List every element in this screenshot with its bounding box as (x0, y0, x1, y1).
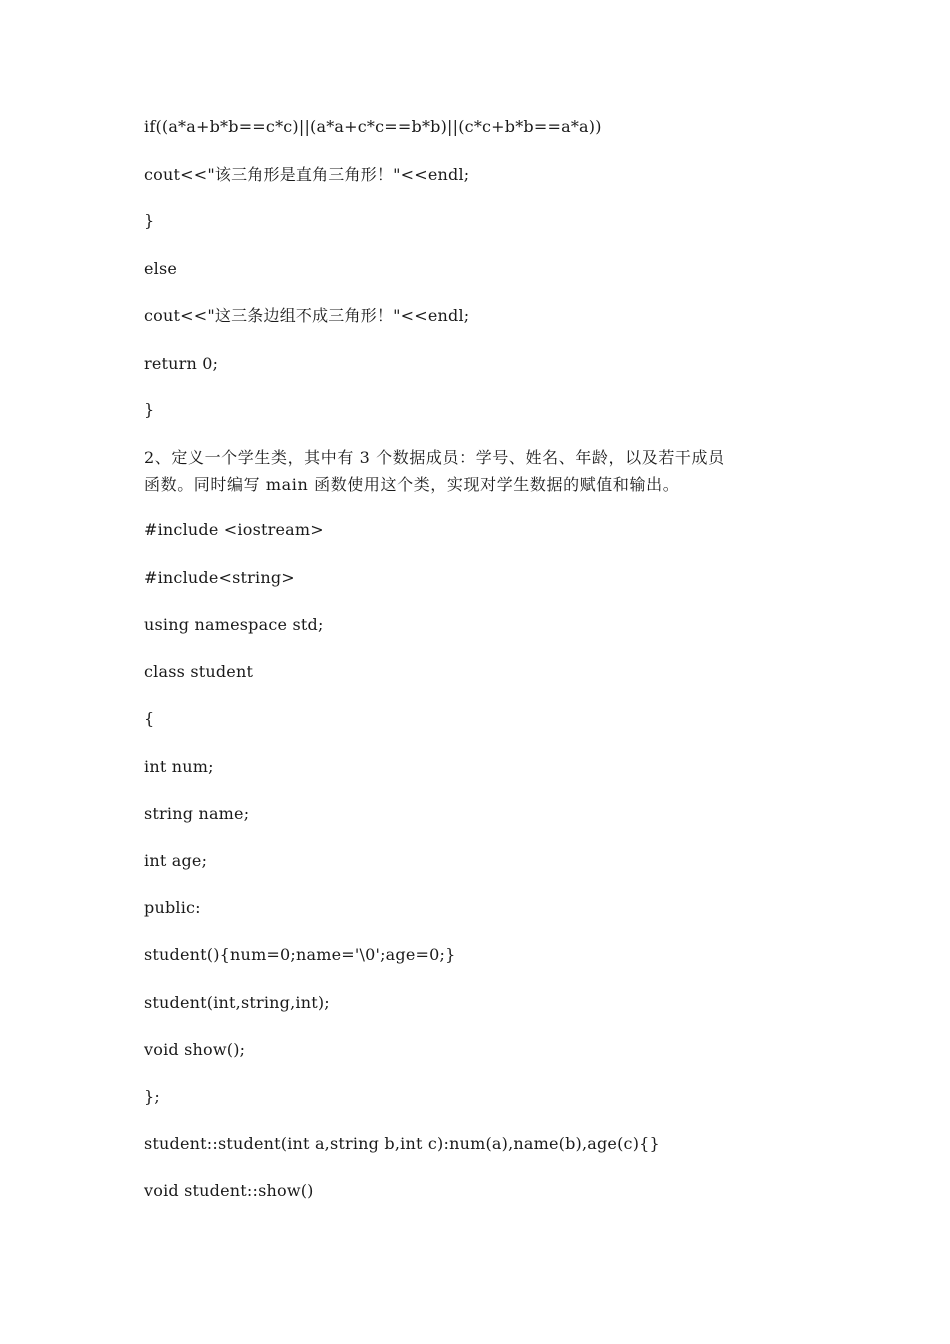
code-line: }; (144, 1087, 160, 1106)
code-line: class student (144, 662, 254, 681)
code-line: cout<<"这三条边组不成三角形！"<<endl; (144, 306, 470, 325)
code-line: #include<string> (144, 568, 295, 587)
code-line: } (144, 400, 155, 419)
code-line: { (144, 709, 155, 728)
code-line: student(){num=0;name='\0';age=0;} (144, 945, 456, 964)
code-line: else (144, 259, 178, 278)
code-line: student::student(int a,string b,int c):num(a),name(b),age(c){} (144, 1134, 660, 1153)
code-line: void student::show() (144, 1181, 314, 1200)
question-paragraph (144, 444, 814, 498)
code-line: int age; (144, 851, 208, 870)
code-line: void show(); (144, 1040, 246, 1059)
question-line-2: 函数。同时编写 main 函数使用这个类，实现对学生数据的赋值和输出。 (144, 475, 680, 494)
code-line: string name; (144, 804, 250, 823)
code-line: int num; (144, 757, 214, 776)
code-line: public: (144, 898, 201, 917)
code-line: cout<<"该三角形是直角三角形！"<<endl; (144, 165, 470, 184)
code-line: student(int,string,int); (144, 993, 330, 1012)
code-line: using namespace std; (144, 615, 324, 634)
code-line: return 0; (144, 354, 219, 373)
code-line: } (144, 211, 155, 230)
code-line: #include <iostream> (144, 520, 324, 539)
question-line-1: 2、定义一个学生类，其中有 3 个数据成员：学号、姓名、年龄，以及若干成员 (144, 448, 725, 467)
code-line: if((a*a+b*b==c*c)||(a*a+c*c==b*b)||(c*c+b*b==a*a)) (144, 117, 602, 136)
